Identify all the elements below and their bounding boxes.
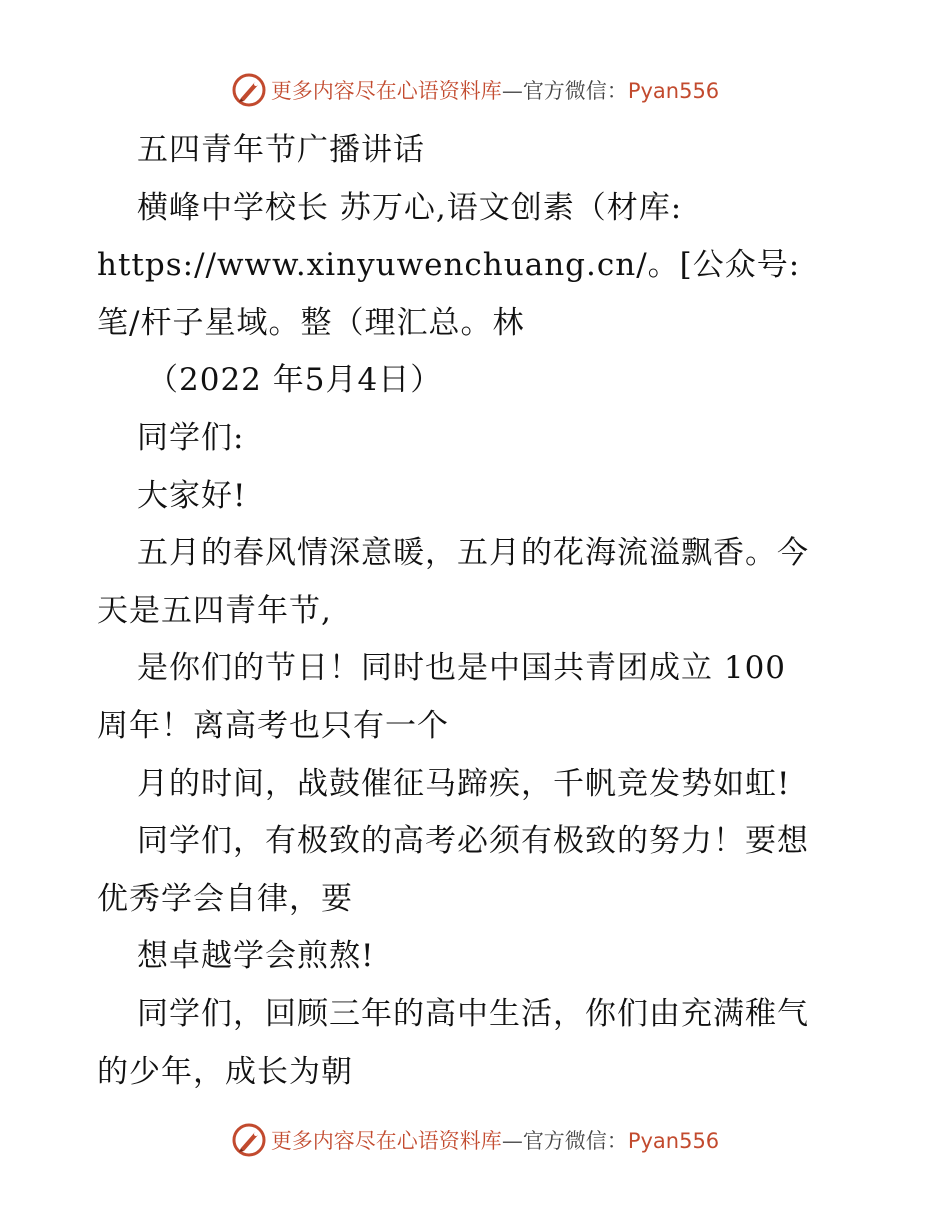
paragraph-line: 想卓越学会煎熬! bbox=[137, 938, 375, 975]
date-line: （2022 年5月4日） bbox=[147, 362, 443, 399]
paragraph-line: 是你们的节日！同时也是中国共青团成立 100 bbox=[137, 650, 787, 687]
footer-watermark bbox=[0, 1118, 950, 1162]
greeting: 大家好! bbox=[137, 477, 247, 514]
pen-logo-icon bbox=[231, 1122, 267, 1158]
paragraph-line: 周年！离高考也只有一个 bbox=[97, 707, 449, 744]
pen-logo-icon bbox=[231, 72, 267, 108]
paragraph-line: 同学们，回顾三年的高中生活，你们由充满稚气 bbox=[137, 995, 809, 1032]
watermark-text: 更多内容尽在心语资料库—官方微信：Pyan556 bbox=[270, 1129, 720, 1153]
document-title: 五四青年节广播讲话 bbox=[137, 132, 425, 168]
watermark-text: 更多内容尽在心语资料库—官方微信：Pyan556 bbox=[270, 79, 720, 103]
source-url-line: https://www.xinyuwenchuang.cn/。[公众号: bbox=[97, 247, 801, 284]
source-note-line: 笔/杆子星域。整（理汇总。林 bbox=[97, 304, 525, 341]
salutation: 同学们: bbox=[137, 419, 245, 456]
paragraph-line: 五月的春风情深意暖，五月的花海流溢飘香。今 bbox=[137, 535, 809, 572]
paragraph-line: 天是五四青年节, bbox=[97, 592, 332, 629]
paragraph-line: 同学们，有极致的高考必须有极致的努力！要想 bbox=[137, 823, 809, 860]
document-body bbox=[97, 122, 857, 1101]
header-watermark bbox=[0, 68, 950, 112]
paragraph-line: 优秀学会自律，要 bbox=[97, 880, 353, 917]
author-line: 横峰中学校长 苏万心,语文创素（材库: bbox=[137, 189, 683, 226]
paragraph-line: 的少年，成长为朝 bbox=[97, 1053, 353, 1090]
paragraph-line: 月的时间，战鼓催征马蹄疾，千帆竞发势如虹! bbox=[137, 765, 791, 802]
